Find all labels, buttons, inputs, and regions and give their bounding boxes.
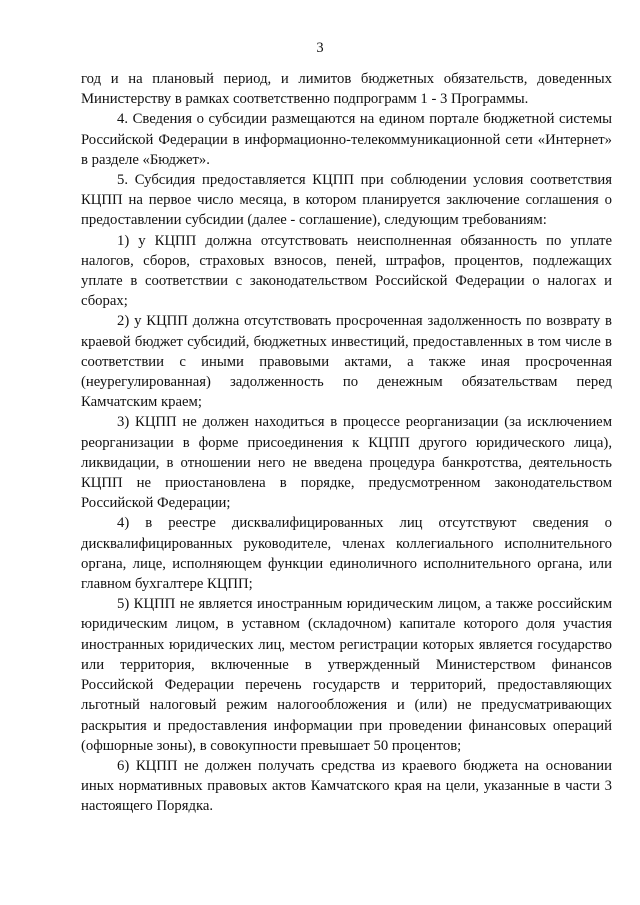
paragraph-5: 2) у КЦПП должна отсутствовать просроченная задолженность по возврату в краевой бюджет субсидий, бюджетных инвестиций, предоставленных в том числе в соответствии с иными правовыми актами, а также иная просроченная (неурегулированная) задолженность по денежным обязательствам перед Камчатским краем; bbox=[81, 313, 612, 411]
paragraph-8: 5) КЦПП не является иностранным юридическим лицом, а также российским юридическим лицом, в уставном (складочном) капитале которого доля участия иностранных юридических лиц, местом регистрации которых является государство или территория, включенные в утвержденный Министерством финансов Российской Федерации перечень государств и территорий, предоставляющих льготный налоговый режим налогообложения и (или) не предусматривающих раскрытия и предоставления информации при проведении финансовых операций (офшорные зоны), в совокупности превышает 50 процентов; bbox=[81, 596, 612, 754]
paragraph-1: год и на плановый период, и лимитов бюджетных обязательств, доведенных Министерству в рамках соответственно подпрограмм 1 - 3 Программы. bbox=[81, 71, 612, 108]
paragraph-4: 1) у КЦПП должна отсутствовать неисполненная обязанность по уплате налогов, сборов, страховых взносов, пеней, штрафов, процентов, подлежащих уплате в соответствии с законодательством Российской Федерации о налогах и сборах; bbox=[81, 232, 612, 310]
page-number: 3 bbox=[316, 40, 324, 56]
document-body bbox=[81, 69, 612, 817]
paragraph-7: 4) в реестре дисквалифицированных лиц отсутствуют сведения о дисквалифицированных руководителе, членах коллегиального исполнительного органа, лице, исполняющем функции единоличного исполнительного органа, или главном бухгалтере КЦПП; bbox=[81, 515, 612, 593]
paragraph-6: 3) КЦПП не должен находиться в процессе реорганизации (за исключением реорганизации в форме присоединения к КЦПП другого юридического лица), ликвидации, в отношении него не введена процедура банкротства, деятельность КЦПП не приостановлена в порядке, предусмотренном законодательством Российской Федерации; bbox=[81, 414, 612, 512]
paragraph-2: 4. Сведения о субсидии размещаются на едином портале бюджетной системы Российской Федерации в информационно-телекоммуникационной сети «Интернет» в разделе «Бюджет». bbox=[81, 111, 612, 168]
paragraph-9: 6) КЦПП не должен получать средства из краевого бюджета на основании иных нормативных правовых актов Камчатского края на цели, указанные в части 3 настоящего Порядка. bbox=[81, 757, 612, 815]
paragraph-3: 5. Субсидия предоставляется КЦПП при соблюдении условия соответствия КЦПП на первое число месяца, в котором планируется заключение соглашения о предоставлении субсидии (далее - соглашение), следующим требованиям: bbox=[81, 172, 612, 229]
